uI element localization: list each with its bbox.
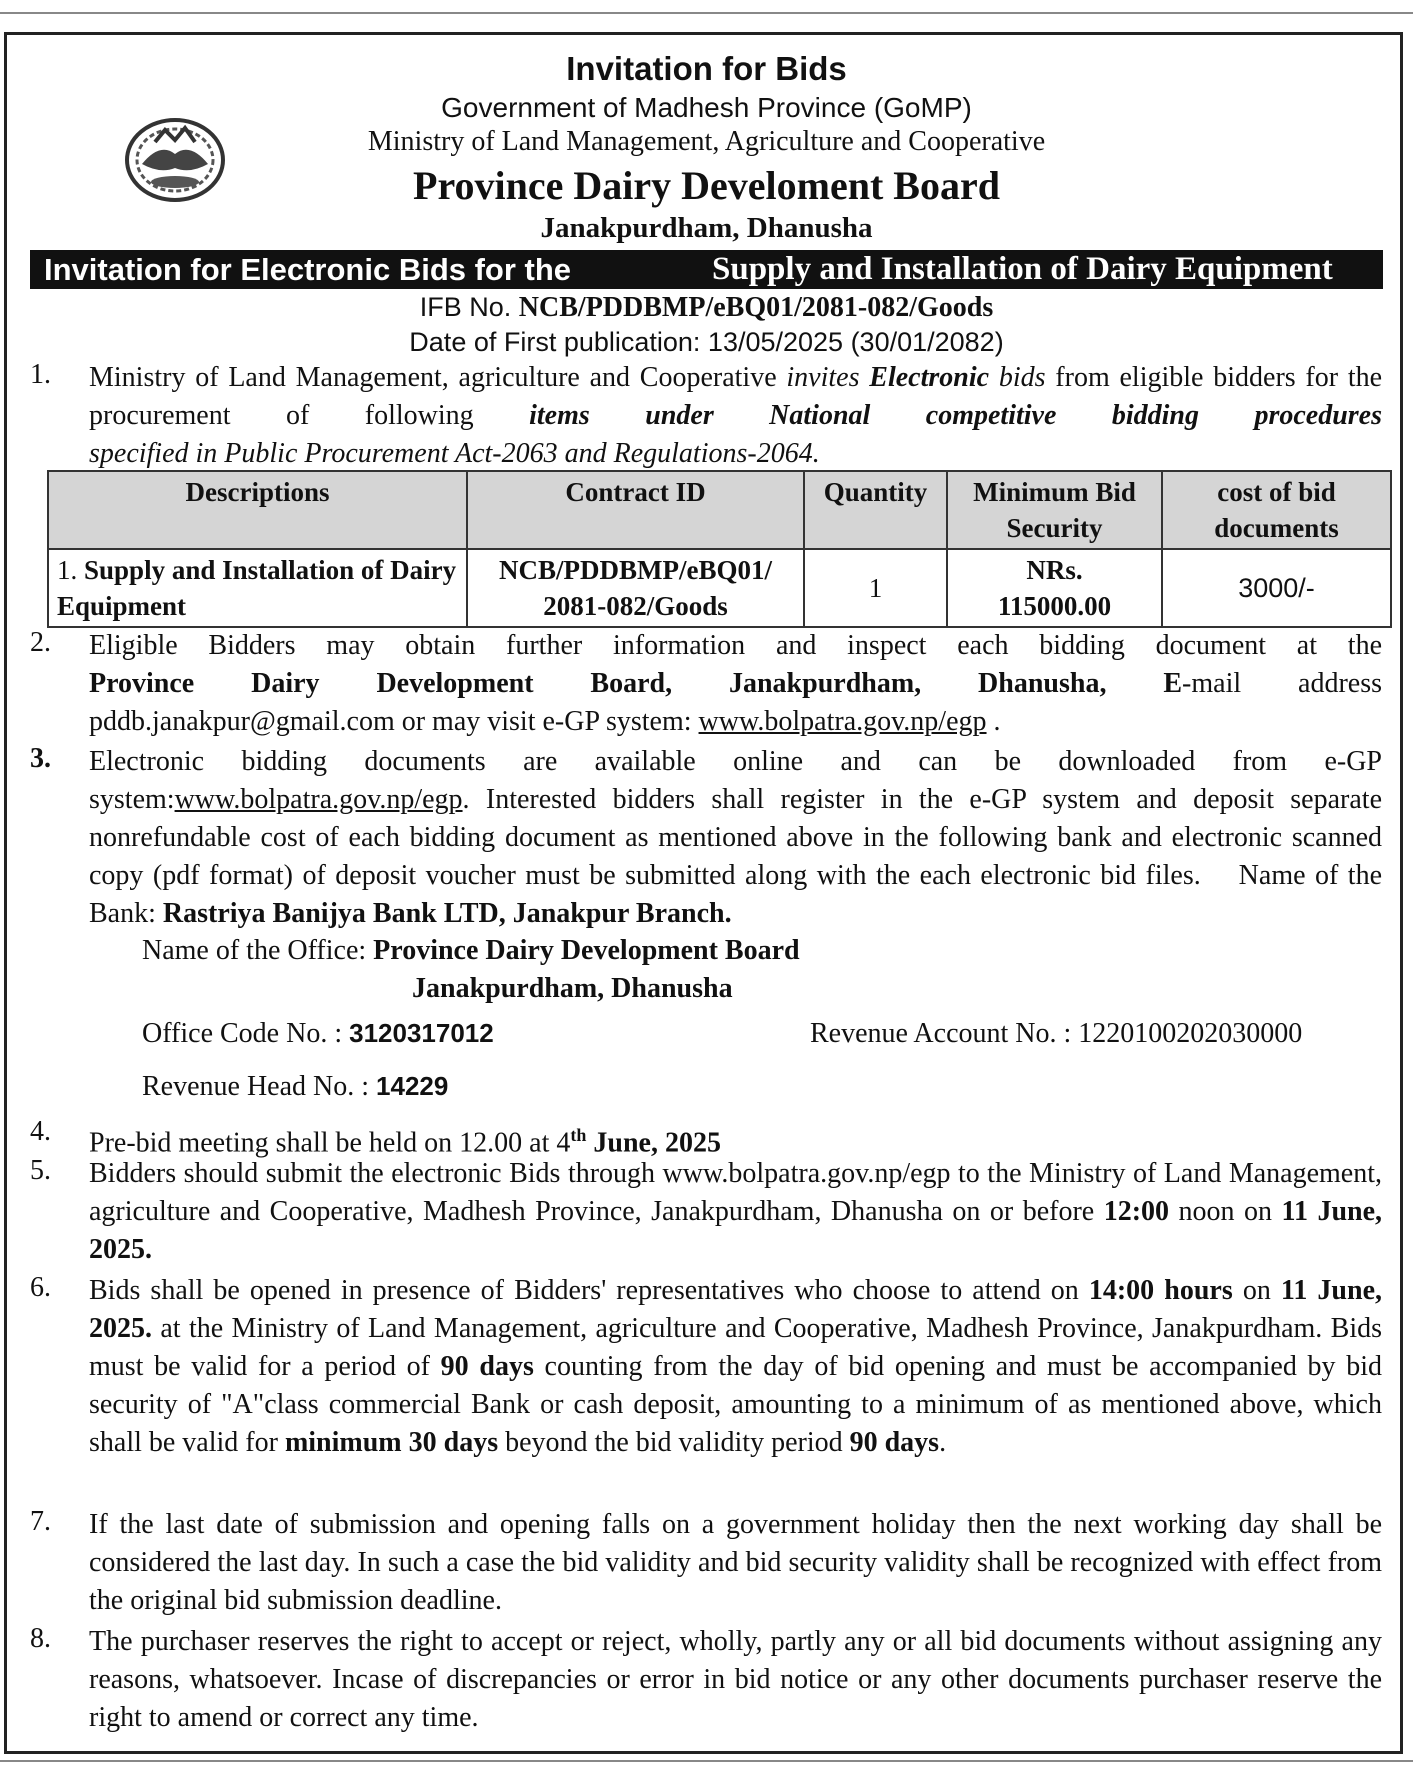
paragraph-2-line1: Eligible Bidders may obtain further information and inspect each bidding document at the bbox=[89, 630, 1382, 661]
banner-text-part2: Supply and Installation of Dairy Equipment bbox=[712, 251, 1333, 287]
p2-end: . bbox=[993, 706, 1001, 737]
item-number: 6. bbox=[30, 1272, 51, 1303]
col-header-contract-id: Contract ID bbox=[467, 471, 804, 549]
p3-text: . Interested bidders shall register in the e-GP system and deposit separate nonrefundable cost of each bidding document as mentioned above in the following bank and electronic scanned copy (pdf format) of deposit voucher must be submitted along with the each electronic bid files. bbox=[89, 784, 1382, 891]
office-code-label: Office Code No. : bbox=[142, 1018, 343, 1049]
top-rule bbox=[0, 12, 1413, 14]
board-name: Province Dairy Develoment Board bbox=[413, 163, 1000, 208]
prebid-date: June, 2025 bbox=[593, 1127, 721, 1159]
cell-description bbox=[48, 549, 467, 627]
revenue-account: 1220100202030000 bbox=[1078, 1018, 1303, 1049]
cell-contract-id: NCB/PDDBMP/eBQ01/ 2081-082/Goods bbox=[467, 549, 804, 627]
egp-link[interactable]: www.bolpatra.gov.np/egp bbox=[174, 784, 463, 815]
bottom-rule bbox=[0, 1760, 1413, 1762]
paragraph-3-line1: Electronic bidding documents are available online and can be downloaded from e-GP bbox=[89, 746, 1382, 777]
p1-text: Ministry of Land Management, agriculture and Cooperative bbox=[89, 362, 777, 393]
paragraph-6 bbox=[89, 1272, 1382, 1462]
paragraph-1 bbox=[89, 359, 1382, 435]
office-code-line bbox=[142, 1018, 494, 1050]
title-banner bbox=[30, 250, 1383, 289]
validity-period: 90 days bbox=[440, 1351, 534, 1382]
item-number: 7. bbox=[30, 1506, 51, 1537]
cell-cost: 3000/- bbox=[1162, 549, 1391, 627]
p1-italic: bids bbox=[998, 362, 1046, 393]
p2-text: -mail address bbox=[1182, 668, 1383, 699]
p1-bold-italic: Electronic bbox=[869, 362, 990, 393]
security-amount: 115000.00 bbox=[997, 591, 1112, 621]
ifb-number: NCB/PDDBMP/eBQ01/2081-082/Goods bbox=[518, 292, 994, 323]
row-number: 1. bbox=[57, 555, 78, 585]
item-number: 2. bbox=[30, 627, 51, 658]
col-header-quantity: Quantity bbox=[804, 471, 947, 549]
item-number: 8. bbox=[30, 1623, 51, 1654]
board-address: Province Dairy Development Board, Janakpurdham, Dhanusha, E bbox=[89, 668, 1183, 699]
col-header-bid-security: Minimum Bid Security bbox=[947, 471, 1162, 549]
paragraph-2-line2 bbox=[89, 665, 1382, 703]
office-location: Janakpurdham, Dhanusha bbox=[412, 973, 733, 1004]
paragraph-5 bbox=[89, 1155, 1382, 1269]
revenue-head-line bbox=[142, 1071, 448, 1103]
ifb-label: IFB No. bbox=[419, 292, 512, 322]
revenue-account-label: Revenue Account No. : bbox=[810, 1018, 1072, 1049]
p1-italic: invites bbox=[786, 362, 860, 393]
opening-time: 14:00 hours bbox=[1088, 1275, 1233, 1306]
egp-link[interactable]: www.bolpatra.gov.np/egp bbox=[698, 706, 987, 737]
item-number: 4. bbox=[30, 1116, 51, 1147]
item-number: 3. bbox=[30, 743, 51, 774]
board-location: Janakpurdham, Dhanusha bbox=[540, 212, 873, 244]
office-code: 3120317012 bbox=[349, 1018, 494, 1048]
p6-text: beyond the bid validity period bbox=[505, 1427, 843, 1458]
publication-date: Date of First publication: 13/05/2025 (30/01/2082) bbox=[409, 327, 1004, 357]
security-prefix: NRs. bbox=[1026, 555, 1083, 585]
p1-text: from eligible bidders for the procurement of following bbox=[89, 362, 1383, 431]
office-label: Name of the Office: bbox=[142, 935, 367, 966]
paragraph-8: The purchaser reserves the right to accept or reject, wholly, partly any or all bid documents without assigning any reasons, whatsoever. Incase of discrepancies or error in bid notice or any other documents purchaser reserve the right to amend or correct any time. bbox=[89, 1626, 1382, 1733]
opening-date: 11 June, 2025. bbox=[89, 1275, 1382, 1344]
submission-time: 12:00 bbox=[1103, 1196, 1170, 1227]
paragraph-7: If the last date of submission and opening falls on a government holiday then the next working day shall be considered the last day. In such a case the bid validity and bid security validity shall be recognized with effect from the original bid submission deadline. bbox=[89, 1509, 1382, 1616]
revenue-head-label: Revenue Head No. : bbox=[142, 1071, 370, 1102]
p6-text: Bids shall be opened in presence of Bidders' representatives who choose to attend on bbox=[89, 1275, 1079, 1306]
submission-date: 11 June, 2025. bbox=[89, 1196, 1383, 1265]
paragraph-1-last bbox=[89, 435, 1382, 473]
col-header-cost: cost of bid documents bbox=[1162, 471, 1391, 549]
p6-text: counting from the day of bid opening and must be accompanied by bid security of "A"class commercial Bank or cash deposit, amounting to a minimum of as mentioned above, which shall be valid for bbox=[89, 1351, 1383, 1458]
bank-label: Name of the Bank: bbox=[89, 860, 1383, 929]
table-row bbox=[48, 549, 1391, 627]
bid-items-table bbox=[47, 470, 1392, 628]
p5-text: noon on bbox=[1178, 1196, 1273, 1227]
ifb-number-line bbox=[0, 292, 1413, 324]
item-number: 1. bbox=[30, 359, 51, 390]
banner-text-part1: Invitation for Electronic Bids for the bbox=[44, 252, 572, 287]
cell-bid-security bbox=[947, 549, 1162, 627]
p4-text: Pre-bid meeting shall be held on 12.00 at 4 bbox=[89, 1127, 571, 1159]
cell-quantity: 1 bbox=[804, 549, 947, 627]
office-name: Province Dairy Development Board bbox=[373, 935, 800, 966]
row-description: Supply and Installation of Dairy Equipment bbox=[57, 555, 457, 621]
notice-title: Invitation for Bids bbox=[566, 50, 847, 87]
p4-sup: th bbox=[570, 1125, 587, 1145]
p1-italic: specified in Public Procurement Act-2063 and Regulations-2064. bbox=[89, 438, 820, 469]
office-name-line bbox=[142, 935, 800, 967]
p3-text: system: bbox=[89, 784, 175, 815]
paragraph-2-line3 bbox=[89, 703, 1382, 741]
p6-end: . bbox=[939, 1427, 947, 1458]
validity-period: 90 days bbox=[849, 1427, 940, 1458]
p6-text: on bbox=[1242, 1275, 1271, 1306]
col-header-descriptions: Descriptions bbox=[48, 471, 467, 549]
p6-text: at the Ministry of Land Management, agriculture and Cooperative, Madhesh Province, Janakpurdham. Bids must be valid for a period of bbox=[89, 1313, 1383, 1382]
p1-bold-italic: items under National competitive bidding procedures bbox=[529, 400, 1382, 431]
ministry-name: Ministry of Land Management, Agriculture and Cooperative bbox=[367, 126, 1046, 157]
government-name: Government of Madhesh Province (GoMP) bbox=[441, 92, 972, 123]
revenue-head: 14229 bbox=[376, 1071, 449, 1101]
security-validity: minimum 30 days bbox=[284, 1427, 499, 1458]
p5-text: Bidders should submit the electronic Bids through www.bolpatra.gov.np/egp to the Ministry of Land Management, agriculture and Cooperative, Madhesh Province, Janakpurdham, Dhanusha on or before bbox=[89, 1158, 1382, 1227]
table-header-row bbox=[48, 471, 1391, 549]
revenue-account-line bbox=[810, 1018, 1302, 1050]
p2-email: pddb.janakpur@gmail.com or may visit e-GP system: bbox=[89, 706, 692, 737]
paragraph-3-body bbox=[89, 781, 1382, 933]
item-number: 5. bbox=[30, 1155, 51, 1186]
bank-name: Rastriya Banijya Bank LTD, Janakpur Branch. bbox=[162, 898, 732, 929]
